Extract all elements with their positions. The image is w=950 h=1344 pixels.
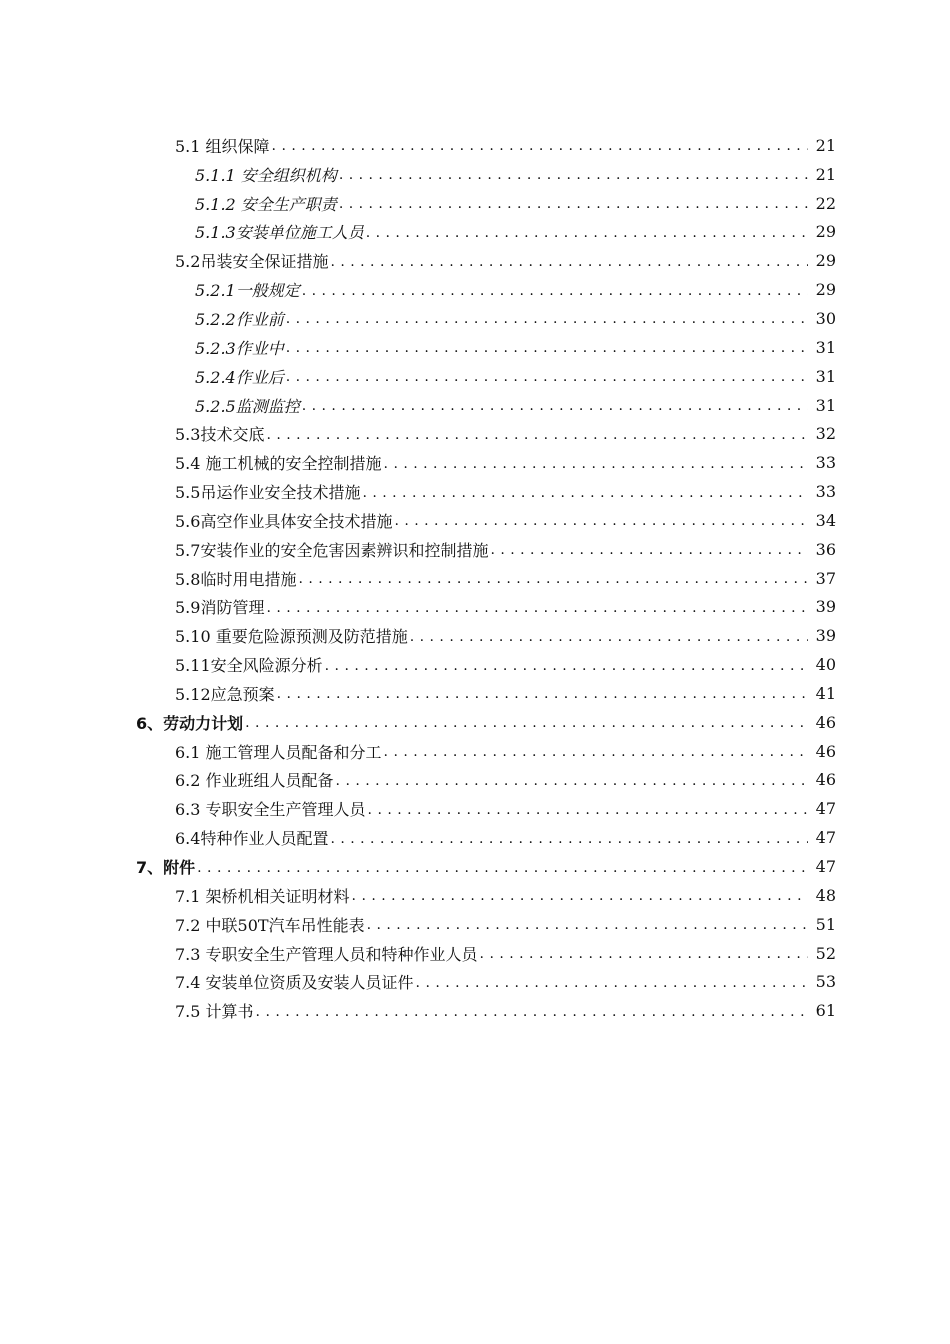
toc-leader-dots (384, 453, 808, 473)
toc-leader-dots (277, 683, 808, 703)
toc-entry[interactable] (175, 737, 836, 766)
toc-entry[interactable] (175, 766, 836, 795)
toc-leader-dots (352, 885, 808, 905)
toc-entry-page: 41 (815, 683, 836, 703)
toc-entry-page: 52 (815, 943, 836, 963)
toc-entry-page: 22 (815, 193, 836, 213)
toc-entry-title: 5.10 重要危险源预测及防范措施 (175, 627, 408, 647)
toc-entry-page: 47 (815, 857, 836, 877)
toc-entry[interactable] (195, 333, 836, 362)
toc-entry-page: 34 (815, 510, 836, 530)
toc-entry[interactable] (175, 967, 836, 996)
toc-entry-page: 46 (815, 770, 836, 790)
toc-entry-page: 39 (815, 597, 836, 617)
toc-entry[interactable] (175, 910, 836, 939)
toc-entry[interactable] (175, 823, 836, 852)
toc-leader-dots (339, 164, 808, 184)
toc-entry[interactable] (195, 391, 836, 420)
toc-entry-title: 7.5 计算书 (175, 1002, 254, 1022)
toc-entry[interactable] (195, 160, 836, 189)
table-of-contents (0, 131, 950, 1025)
toc-entry-title: 5.4 施工机械的安全控制措施 (175, 454, 382, 474)
toc-entry[interactable] (175, 650, 836, 679)
toc-leader-dots (197, 857, 808, 877)
toc-entry[interactable] (195, 275, 836, 304)
toc-entry-title: 5.8临时用电措施 (175, 569, 297, 589)
toc-entry-title: 5.2.2作业前 (195, 309, 284, 329)
toc-entry-page: 30 (815, 308, 836, 328)
toc-entry-page: 61 (815, 1001, 836, 1021)
toc-entry-title: 6.4特种作业人员配置 (175, 829, 329, 849)
toc-entry-page: 47 (815, 799, 836, 819)
toc-entry-title: 5.1.3安装单位施工人员 (195, 223, 364, 243)
toc-leader-dots (286, 308, 808, 328)
toc-entry[interactable] (175, 246, 836, 275)
toc-entry[interactable] (195, 218, 836, 247)
toc-leader-dots (336, 770, 808, 790)
toc-entry-title: 5.2.5监测监控 (195, 396, 300, 416)
toc-entry-title: 6.1 施工管理人员配备和分工 (175, 742, 382, 762)
toc-leader-dots (286, 366, 808, 386)
toc-entry[interactable] (175, 477, 836, 506)
toc-leader-dots (416, 972, 808, 992)
toc-entry[interactable] (175, 448, 836, 477)
toc-leader-dots (394, 510, 808, 530)
toc-leader-dots (368, 799, 808, 819)
toc-entry-title: 5.3技术交底 (175, 425, 265, 445)
toc-leader-dots (490, 539, 808, 559)
toc-entry-title: 5.1.2 安全生产职责 (195, 194, 337, 214)
toc-leader-dots (384, 741, 808, 761)
toc-entry-title: 6、劳动力计划 (136, 713, 244, 733)
toc-leader-dots (302, 395, 808, 415)
toc-leader-dots (325, 655, 808, 675)
toc-entry-title: 5.6高空作业具体安全技术措施 (175, 511, 393, 531)
toc-entry-page: 31 (815, 366, 836, 386)
toc-entry-title: 5.11安全风险源分析 (175, 656, 323, 676)
toc-entry-page: 37 (815, 568, 836, 588)
toc-entry-title: 7.3 专职安全生产管理人员和特种作业人员 (175, 944, 478, 964)
toc-leader-dots (286, 337, 808, 357)
toc-leader-dots (367, 914, 808, 934)
toc-entry-title: 6.3 专职安全生产管理人员 (175, 800, 366, 820)
toc-entry-page: 21 (815, 164, 836, 184)
toc-leader-dots (339, 193, 808, 213)
toc-entry-title: 7.2 中联50T汽车吊性能表 (175, 915, 365, 935)
toc-leader-dots (245, 712, 808, 732)
toc-entry[interactable] (175, 593, 836, 622)
toc-entry-title: 5.7安装作业的安全危害因素辨识和控制措施 (175, 540, 489, 560)
toc-entry-page: 39 (815, 626, 836, 646)
toc-leader-dots (480, 943, 808, 963)
toc-entry-title: 5.5吊运作业安全技术措施 (175, 483, 361, 503)
toc-leader-dots (362, 482, 808, 502)
toc-entry-page: 51 (815, 914, 836, 934)
toc-entry-title: 5.2吊装安全保证措施 (175, 252, 329, 272)
toc-leader-dots (302, 280, 808, 300)
toc-entry[interactable] (175, 621, 836, 650)
toc-entry-page: 29 (815, 222, 836, 242)
toc-leader-dots (410, 626, 808, 646)
toc-entry-page: 33 (815, 453, 836, 473)
toc-entry[interactable] (136, 852, 836, 881)
toc-entry-page: 21 (815, 135, 836, 155)
toc-entry-page: 48 (815, 885, 836, 905)
toc-entry-title: 5.1 组织保障 (175, 136, 270, 156)
toc-entry-page: 47 (815, 828, 836, 848)
toc-entry-title: 7.1 架桥机相关证明材料 (175, 886, 350, 906)
toc-entry[interactable] (175, 419, 836, 448)
toc-entry-title: 5.12应急预案 (175, 684, 275, 704)
toc-entry[interactable] (175, 939, 836, 968)
toc-leader-dots (266, 424, 808, 444)
toc-entry-page: 31 (815, 395, 836, 415)
toc-entry[interactable] (195, 189, 836, 218)
toc-entry-page: 29 (815, 251, 836, 271)
toc-entry-page: 29 (815, 280, 836, 300)
toc-entry[interactable] (136, 708, 836, 737)
toc-entry-page: 40 (815, 655, 836, 675)
toc-entry[interactable] (175, 794, 836, 823)
toc-leader-dots (298, 568, 808, 588)
toc-entry[interactable] (175, 535, 836, 564)
toc-entry-title: 5.2.4作业后 (195, 367, 284, 387)
toc-entry-title: 7.4 安装单位资质及安装人员证件 (175, 973, 414, 993)
toc-entry[interactable] (175, 131, 836, 160)
toc-entry[interactable] (175, 564, 836, 593)
toc-entry-title: 5.2.1一般规定 (195, 281, 300, 301)
toc-entry-title: 6.2 作业班组人员配备 (175, 771, 334, 791)
toc-entry[interactable] (175, 996, 836, 1025)
toc-leader-dots (330, 828, 808, 848)
toc-entry-title: 7、附件 (136, 858, 196, 878)
toc-leader-dots (256, 1001, 808, 1021)
toc-leader-dots (272, 135, 808, 155)
toc-entry-title: 5.2.3作业中 (195, 338, 284, 358)
toc-leader-dots (366, 222, 808, 242)
toc-entry-page: 32 (815, 424, 836, 444)
toc-entry[interactable] (175, 679, 836, 708)
toc-leader-dots (266, 597, 808, 617)
toc-entry-page: 46 (815, 712, 836, 732)
toc-entry[interactable] (175, 506, 836, 535)
toc-entry[interactable] (175, 881, 836, 910)
toc-entry-page: 53 (815, 972, 836, 992)
toc-entry-page: 36 (815, 539, 836, 559)
toc-entry-page: 33 (815, 482, 836, 502)
toc-entry-title: 5.9消防管理 (175, 598, 265, 618)
toc-entry-title: 5.1.1 安全组织机构 (195, 165, 337, 185)
toc-entry-page: 31 (815, 337, 836, 357)
toc-entry-page: 46 (815, 741, 836, 761)
toc-entry[interactable] (195, 362, 836, 391)
toc-entry[interactable] (195, 304, 836, 333)
toc-leader-dots (330, 251, 808, 271)
